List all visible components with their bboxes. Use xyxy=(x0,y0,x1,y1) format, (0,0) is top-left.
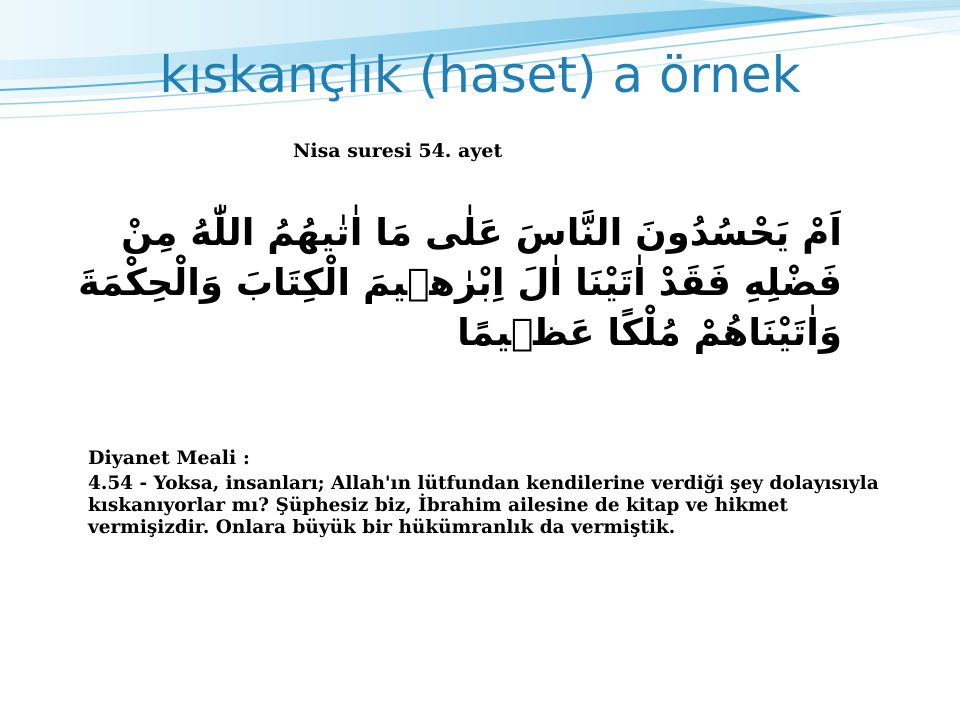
arabic-verse: اَمْ يَحْسُدُونَ النَّاسَ عَلٰى مَا اٰتٰيهُمُ اللّٰهُ مِنْ فَضْلِهِ فَقَدْ اٰتَيْنَا اٰلَ اِبْرٰهٖيمَ الْكِتَابَ وَالْحِكْمَةَ وَاٰتَيْنَاهُمْ مُلْكًا عَظٖيمًا xyxy=(77,211,842,354)
slide-title: kıskançlık (haset) a örnek xyxy=(159,46,801,104)
translation-label: Diyanet Meali : xyxy=(88,447,250,469)
translation-text: 4.54 - Yoksa, insanları; Allah'ın lütfundan kendilerine verdiği şey dolayısıyla kıskanıyorlar mı? Şüphesiz biz, İbrahim ailesine de kitap ve hikmet vermişizdir. Onlara büyük bir hükümranlık da vermiştik. xyxy=(88,473,879,538)
verse-reference: Nisa suresi 54. ayet xyxy=(293,140,503,162)
